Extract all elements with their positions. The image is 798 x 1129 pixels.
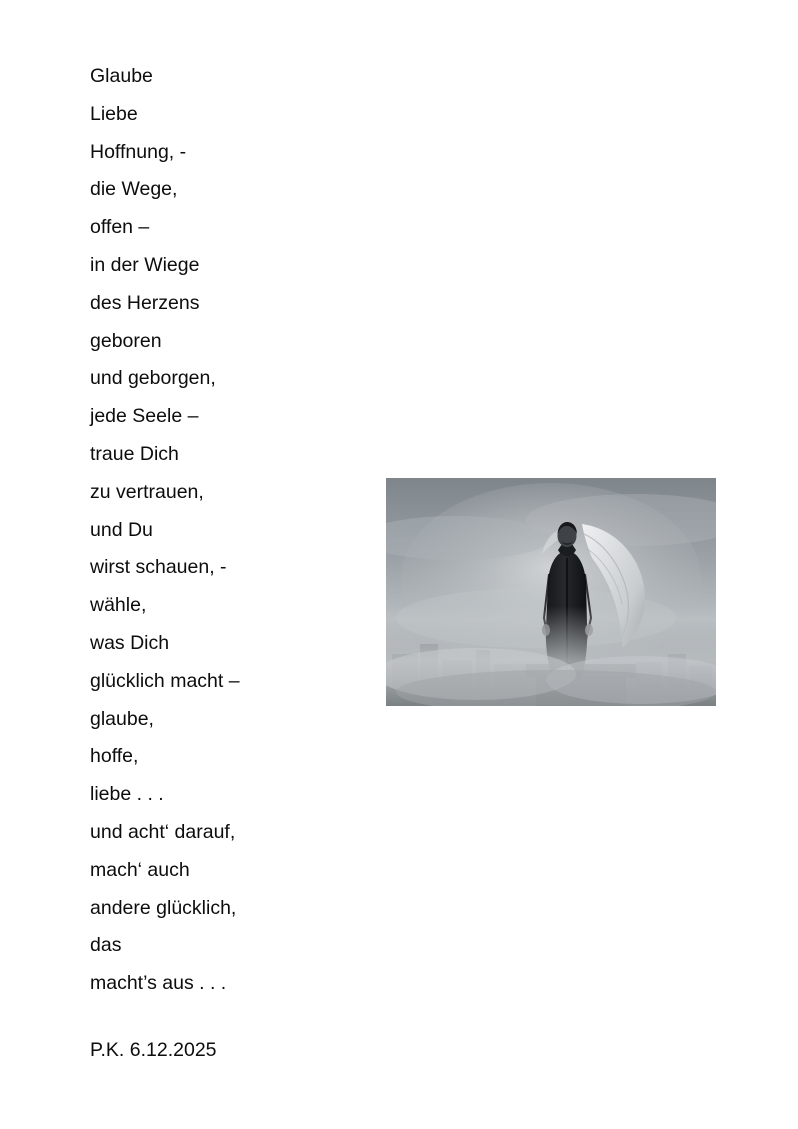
winged-man-photo-graphic [386,478,716,706]
poem-line: wähle, [90,594,147,617]
poem-line: und acht‘ darauf, [90,820,236,843]
winged-man-photo [386,478,716,706]
poem-line: jede Seele – [90,405,199,428]
poem-line: des Herzens [90,291,200,314]
poem-line: glücklich macht – [90,669,240,692]
poem-line: was Dich [90,631,170,654]
poem-line: traue Dich [90,442,179,465]
poem-line: die Wege, [90,178,178,201]
poem-line: zu vertrauen, [90,480,204,503]
poem-line: das [90,934,122,957]
poem-line: Glaube [90,65,153,87]
poem-line: und geborgen, [90,367,216,390]
poem-line: wirst schauen, - [90,556,227,579]
poem-line: macht’s aus . . . [90,972,227,995]
poem-line: andere glücklich, [90,896,237,919]
poem-line: liebe . . . [90,783,164,806]
poem-line: Liebe [90,102,138,125]
poem-line: Hoffnung, - [90,140,187,163]
poem-body [90,58,390,1003]
poem-line: in der Wiege [90,253,200,276]
poem-line: geboren [90,329,162,352]
poem-line: offen – [90,216,150,239]
poem-line: glaube, [90,707,154,730]
poem-line: hoffe, [90,745,139,768]
poem-line: und Du [90,518,153,541]
author-signature: P.K. 6.12.2025 [90,1039,217,1061]
poem-line: mach‘ auch [90,858,190,881]
